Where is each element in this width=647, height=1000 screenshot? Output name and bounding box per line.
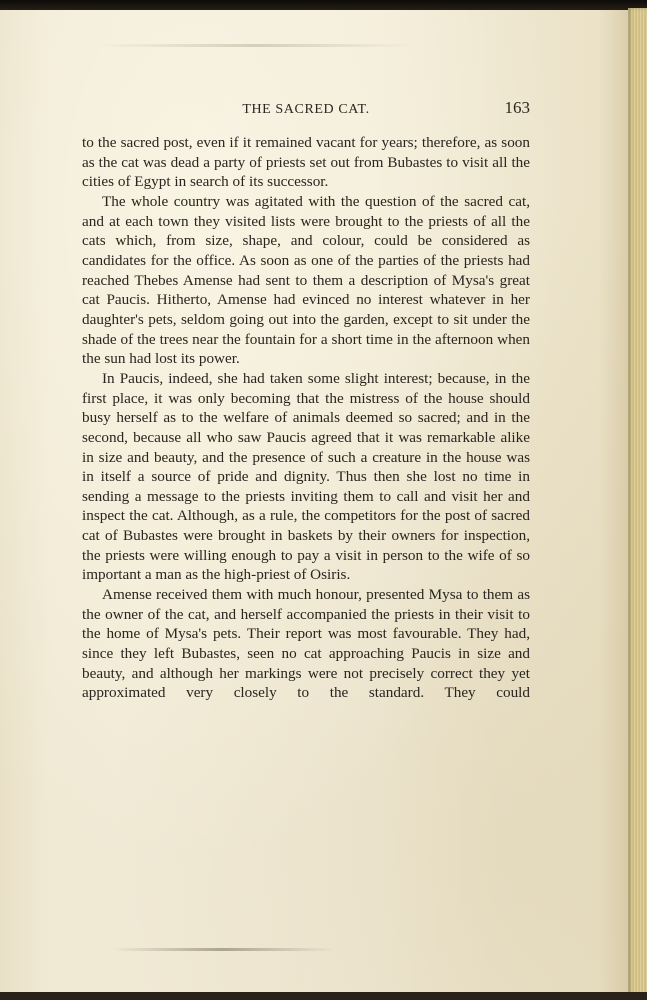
top-fold-shadow — [95, 44, 415, 47]
page-number: 163 — [504, 98, 530, 117]
paragraph-2: The whole country was agitated with the question of the sacred cat, and at each town they visited lists were brought to the priests of all the cats which, from size, shape, and colour, could be considered as candidates for the office. As soon as one of the parties of the priests had reached Thebes Amense had sent to them a description of Mysa's great cat Paucis. Hitherto, Amense had evinced no interest whatever in her daughter's pets, seldom going out into the garden, except to sit under the shade of the trees near the fountain for a short time in the afternoon when the sun had lost its power. — [82, 192, 530, 368]
running-title: THE SACRED CAT. — [242, 102, 370, 117]
paragraph-3: In Paucis, indeed, she had taken some slight interest; because, in the first place, it was only becoming that the mistress of the house should busy herself as to the welfare of animals deemed so sacred; and in the second, because all who saw Paucis agreed that it was remarkable alike in size and beauty, and the presence of such a creature in the house was in itself a source of pride and dignity. Thus then she lost no time in sending a message to the priests inviting them to call and visit her and inspect the cat. Although, as a rule, the competitors for the post of sacred cat of Bubastes were brought in baskets by their owners for inspection, the priests were willing enough to pay a visit in person to the wife of so important a man as the high-priest of Osiris. — [82, 369, 530, 584]
paragraph-1: to the sacred post, even if it remained vacant for years; therefore, as soon as the cat was dead a party of priests set out from Bubastes to visit all the cities of Egypt in search of its successor. — [82, 134, 530, 191]
bottom-fold-shadow — [110, 948, 335, 951]
page-edges — [628, 8, 647, 998]
bottom-edge — [0, 992, 647, 1000]
running-head — [82, 98, 530, 122]
paragraph-4: Amense received them with much honour, presented Mysa to them as the owner of the cat, and herself accompanied the priests in their visit to the home of Mysa's pets. Their report was most favourable. They had, since they left Bubastes, seen no cat approaching Paucis in size and beauty, and although her markings were not precisely correct they yet approximated very closely to the standard. They could — [82, 586, 530, 702]
body-text — [82, 133, 530, 703]
